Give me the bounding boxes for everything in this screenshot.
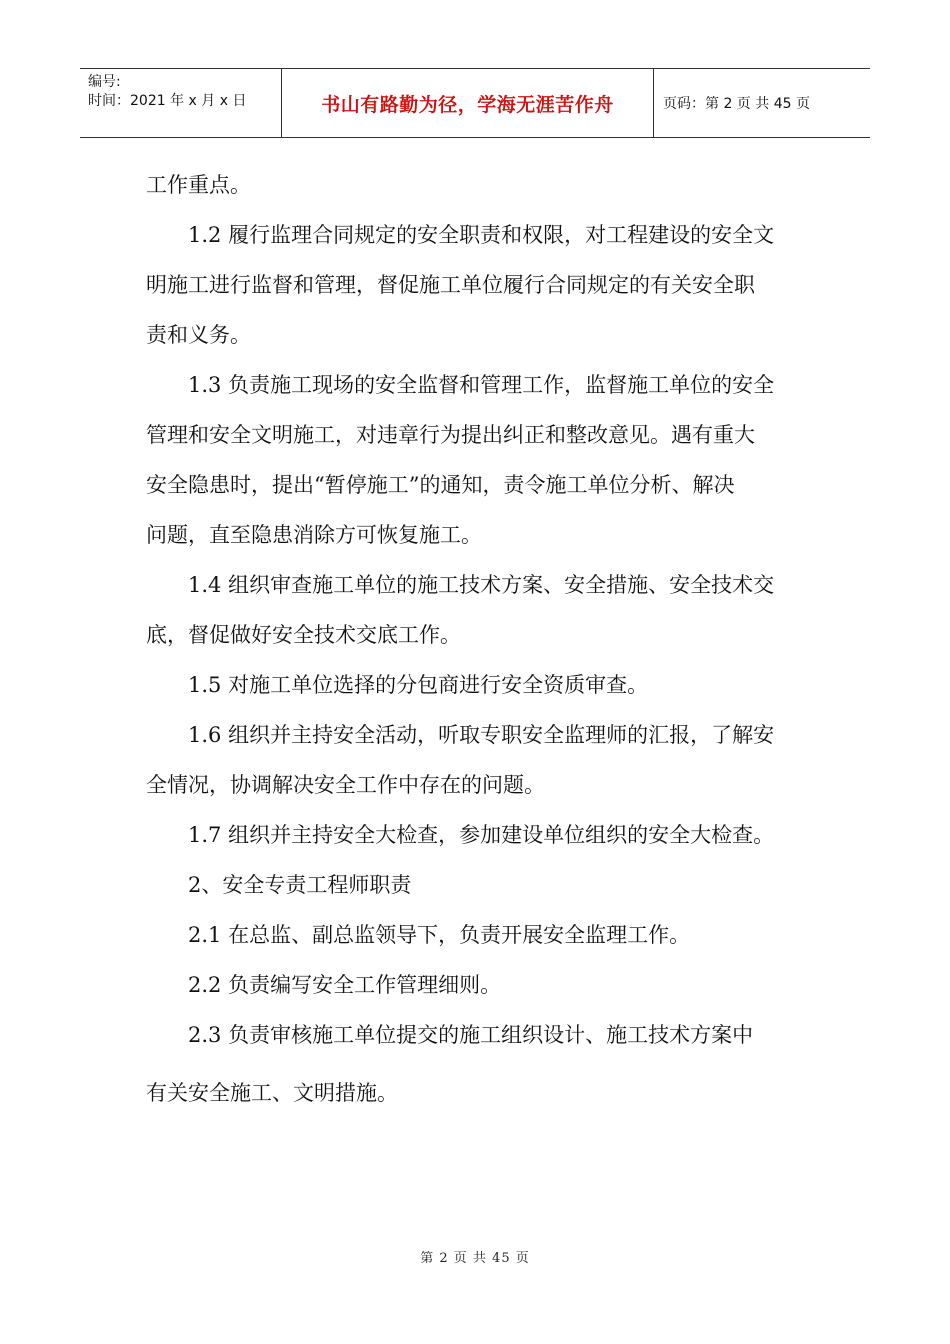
- header-motto: 书山有路勤为径，学海无涯苦作舟: [321, 93, 614, 116]
- document-number-label: 编号:: [88, 74, 121, 90]
- header-motto-cell: [282, 69, 654, 137]
- text-line: 2.1 在总监、副总监领导下，负责开展安全监理工作。: [188, 923, 691, 947]
- text-line: 责和义务。: [146, 323, 251, 347]
- page-footer: 第 2 页 共 45 页: [420, 1251, 530, 1266]
- text-line: 1.3 负责施工现场的安全监督和管理工作，监督施工单位的安全: [188, 373, 775, 397]
- text-line: 有关安全施工、文明措施。: [146, 1081, 398, 1105]
- section-heading: 2、安全专责工程师职责: [188, 873, 412, 897]
- text-line: 2.2 负责编写安全工作管理细则。: [188, 973, 502, 997]
- text-line: 问题，直至隐患消除方可恢复施工。: [146, 523, 482, 547]
- text-line: 1.5 对施工单位选择的分包商进行安全资质审查。: [188, 673, 649, 697]
- document-body: [146, 160, 806, 1118]
- text-line: 底，督促做好安全技术交底工作。: [146, 623, 461, 647]
- header-meta: [80, 69, 282, 137]
- text-line: 1.4 组织审查施工单位的施工技术方案、安全措施、安全技术交: [188, 573, 775, 597]
- text-line: 1.2 履行监理合同规定的安全职责和权限，对工程建设的安全文: [188, 223, 775, 247]
- document-date: 时间：2021 年 x 月 x 日: [88, 93, 247, 109]
- text-line: 全情况，协调解决安全工作中存在的问题。: [146, 773, 545, 797]
- text-line: 明施工进行监督和管理，督促施工单位履行合同规定的有关安全职: [146, 273, 755, 297]
- text-line: 2.3 负责审核施工单位提交的施工组织设计、施工技术方案中: [188, 1023, 754, 1047]
- text-line: 安全隐患时，提出“暂停施工”的通知，责令施工单位分析、解决: [146, 473, 735, 497]
- header-page-info: 页码：第 2 页 共 45 页: [663, 96, 810, 112]
- text-line: 工作重点。: [146, 173, 251, 197]
- text-line: 管理和安全文明施工，对违章行为提出纠正和整改意见。遇有重大: [146, 423, 755, 447]
- page-header: [80, 68, 870, 138]
- text-line: 1.7 组织并主持安全大检查，参加建设单位组织的安全大检查。: [188, 823, 775, 847]
- text-line: 1.6 组织并主持安全活动，听取专职安全监理师的汇报，了解安: [188, 723, 775, 747]
